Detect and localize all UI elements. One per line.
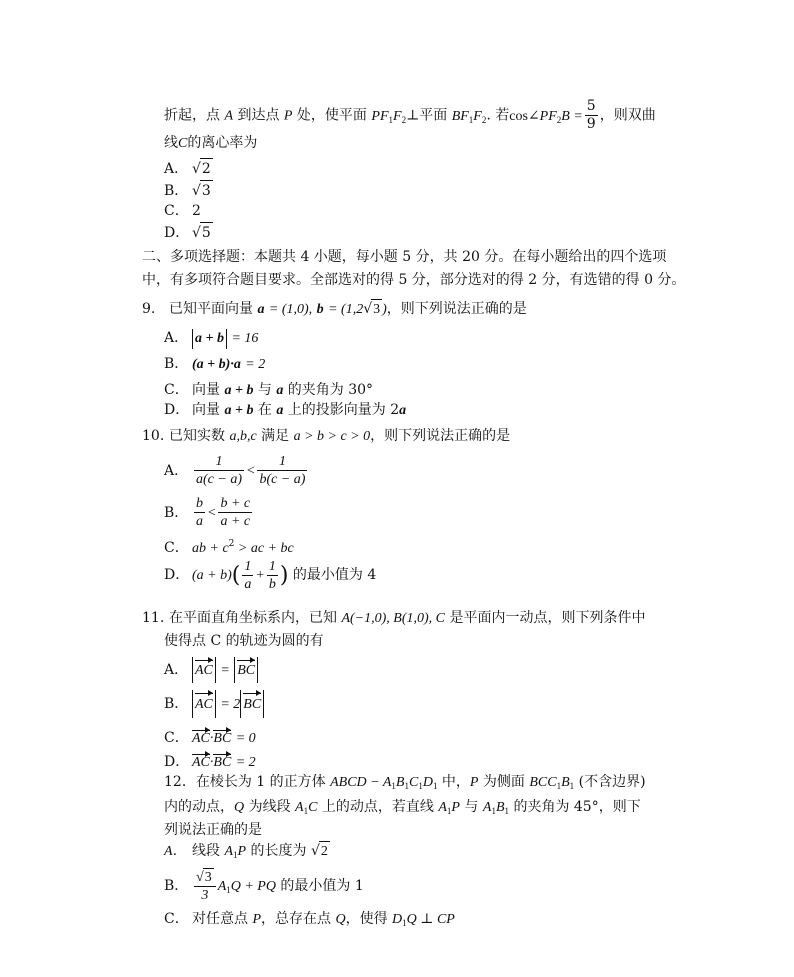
- q11-option-b: B． AC = 2 BC: [164, 690, 264, 718]
- section2-instructions-line1: 二、多项选择题：本题共 4 小题，每小题 5 分，共 20 分。在每小题给出的四个选项: [142, 249, 667, 265]
- q11-stem-line1: 11. 在平面直角坐标系内，已知 A(−1,0), B(1,0), C 是平面内一动点，则下列条件中: [142, 610, 646, 626]
- q10-number: 10.: [142, 428, 165, 444]
- q9-number: 9.: [142, 301, 156, 317]
- q12-number: 12．: [164, 774, 196, 790]
- q8-text: 折起，点: [164, 107, 225, 124]
- q11-option-d: D． AC·BC = 2: [164, 751, 256, 773]
- q8-stem-line1: 折起，点 A 到达点 P 处，使平面 $PF_1F_2\perp$平面 $BF_1F_2$. 若$\cos\angle PF_2B$ = $\frac{5}{9}$ ，则双曲: [164, 98, 656, 132]
- q10-stem: 10. 已知实数 a,b,c 满足 a > b > c > 0，则下列说法正确的是: [142, 428, 511, 444]
- q8-option-b: B． √3: [164, 180, 213, 201]
- q12-option-a: A． 线段 $A_1P$ 的长度为 √2: [164, 843, 328, 860]
- q11-stem-line2: 使得点 C 的轨迹为圆的有: [164, 633, 324, 649]
- q11-option-a: A． AC = BC: [164, 657, 258, 683]
- q9-option-d: D． 向量 a + b 在 a 上的投影向量为 2a: [164, 402, 407, 418]
- q9-stem: 9. 已知平面向量 a = (1,0), b = (1,2√3 )，则下列说法正确的是: [142, 299, 527, 320]
- q9-option-c: C． 向量 a + b 与 a 的夹角为 30°: [164, 382, 374, 398]
- q8-text: . 若: [486, 107, 510, 124]
- q10-option-b: B． $\frac{b}{a}$ < $\frac{b + c}{a + c}$: [164, 496, 251, 529]
- q8-fraction: $\frac{5}{9}$: [586, 98, 596, 132]
- q12-stem-line3: 列说法正确的是: [164, 822, 262, 838]
- section2-instructions-line2: 中，有多项符合题目要求。全部选对的得 5 分，部分选对的得 2 分，有选错的得 0 分。: [142, 272, 686, 288]
- q10-option-a: A． $\frac{1}{a(c - a)}$ < $\frac{1}{b(c - a)}$: [164, 454, 306, 487]
- q12-stem-line1: 12．在棱长为 1 的正方体 ABCD − $A_1B_1C_1D_1$ 中，P 为侧面 $BCC_1B_1$ (不含边界): [164, 774, 646, 791]
- q10-option-d: D． (a + b)( $\frac{1}{a}$ + $\frac{1}{b}$ ) 的最小值为 4: [164, 558, 377, 592]
- q11-number: 11.: [142, 610, 165, 626]
- q8-text: ⊥平面: [406, 107, 452, 124]
- q12-stem-line2: 内的动点，Q 为线段 $A_1C$ 上的动点，若直线 $A_1P$ 与 $A_1B_1$ 的夹角为 45°，则下: [164, 799, 641, 816]
- q8-option-c: C． 2: [164, 203, 201, 219]
- q8-text: 到达点: [233, 107, 284, 124]
- q9-option-a: A． a + b = 16: [164, 328, 258, 349]
- q8-option-d: D． √5: [164, 222, 213, 243]
- q8-stem-line2: 线C的离心率为: [164, 135, 258, 151]
- q10-option-c: C． ab + $c^2$ > ac + bc: [164, 539, 294, 556]
- q8-text: ，则双曲: [599, 107, 656, 124]
- q11-option-c: C． AC·BC = 0: [164, 727, 256, 749]
- q8-text: 处，使平面: [292, 107, 372, 124]
- q12-option-b: B． $\frac{√3}{3}$ $A_1Q$ + PQ 的最小值为 1: [164, 870, 364, 903]
- q12-option-c: C． 对任意点 P，总存在点 Q，使得 $D_1Q$ ⊥ CP: [164, 911, 455, 928]
- q8-option-a: A． √2: [164, 158, 213, 179]
- q9-option-b: B． (a + b)·a = 2: [164, 356, 266, 372]
